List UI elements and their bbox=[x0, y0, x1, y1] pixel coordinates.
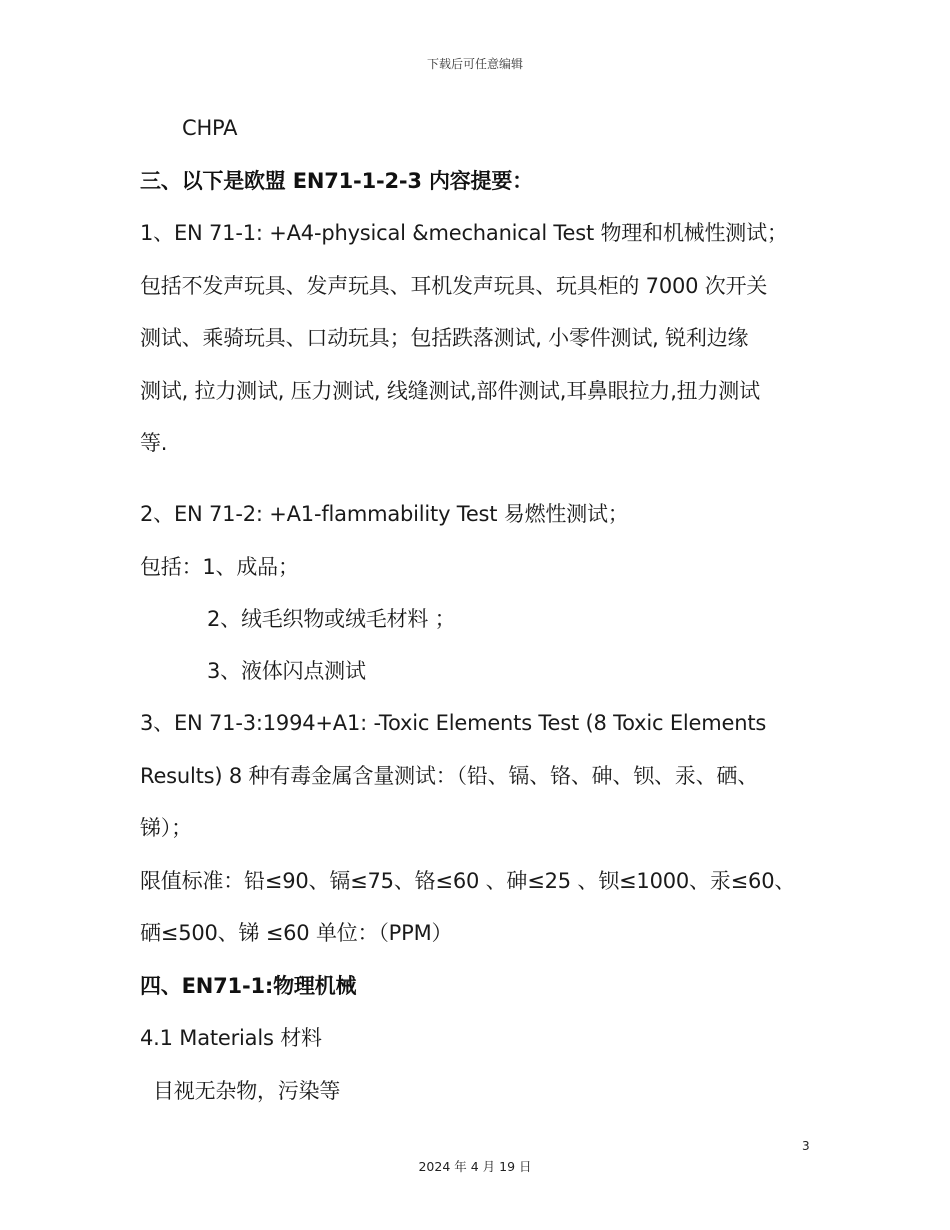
sub-item: 2、绒毛织物或绒毛材料 ； bbox=[207, 607, 456, 631]
paragraph-line: 包括不发声玩具、发声玩具、耳机发声玩具、玩具柜的 7000 次开关 bbox=[140, 274, 768, 298]
text-line-chpa: CHPA bbox=[182, 116, 238, 140]
paragraph-line: Results) 8 种有毒金属含量测试：（铅、镉、铬、砷、钡、汞、硒、 bbox=[140, 764, 759, 788]
paragraph-line: 锑）； bbox=[140, 816, 192, 840]
page-header: 下载后可任意编辑 bbox=[426, 57, 523, 71]
paragraph-line: 目视无杂物，污染等 bbox=[153, 1079, 341, 1103]
item-en71-1: 1、EN 71-1: +A4-physical &mechanical Test 物理和机械性测试； bbox=[140, 221, 788, 245]
paragraph-line: 测试、乘骑玩具、口动玩具；包括跌落测试, 小零件测试, 锐利边缘 bbox=[140, 326, 749, 350]
subsection-title: 4.1 Materials 材料 bbox=[140, 1026, 322, 1050]
includes-line: 包括：1、成品； bbox=[140, 555, 299, 579]
page-number: 3 bbox=[802, 1139, 810, 1153]
sub-item: 3、液体闪点测试 bbox=[207, 659, 366, 683]
section-heading-3: 三、以下是欧盟 EN71-1-2-3 内容提要： bbox=[140, 169, 533, 193]
footer-date: 2024 年 4 月 19 日 bbox=[418, 1159, 532, 1174]
section-heading-4: 四、EN71-1:物理机械 bbox=[140, 974, 357, 998]
limit-values-line: 硒≤500、锑 ≤60 单位：（PPM） bbox=[140, 921, 453, 945]
paragraph-line: 等. bbox=[140, 431, 168, 455]
limit-values-line: 限值标准：铅≤90、镉≤75、铬≤60 、砷≤25 、钡≤1000、汞≤60、 bbox=[140, 869, 796, 893]
item-en71-2: 2、EN 71-2: +A1-flammability Test 易燃性测试； bbox=[140, 502, 629, 526]
paragraph-line: 测试, 拉力测试, 压力测试, 线缝测试,部件测试,耳鼻眼拉力,扭力测试 bbox=[140, 379, 760, 403]
item-en71-3: 3、EN 71-3:1994+A1: -Toxic Elements Test (8 Toxic Elements bbox=[140, 711, 767, 735]
